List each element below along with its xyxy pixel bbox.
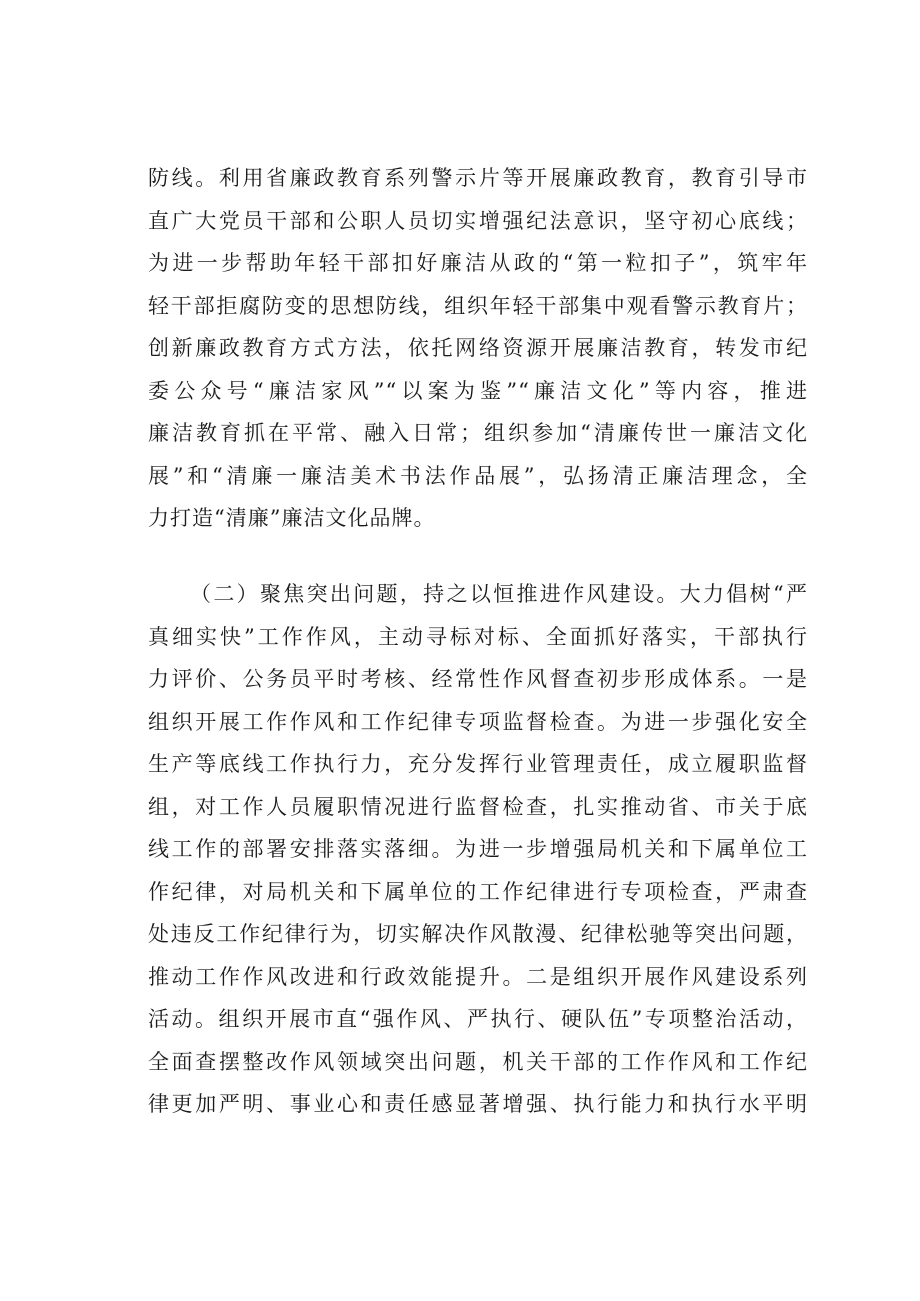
- text-line: 直广大党员干部和公职人员切实增强纪法意识，坚守初心底线；: [148, 208, 808, 233]
- text-line: 作纪律，对局机关和下属单位的工作纪律进行专项检查，严肃查: [148, 879, 808, 904]
- text-line: 生产等底线工作执行力，充分发挥行业管理责任，成立履职监督: [148, 752, 808, 776]
- text-line: 真细实快”工作作风，主动寻标对标、全面抓好落实，干部执行: [148, 624, 808, 649]
- text-line: 活动。组织开展市直“强作风、严执行、硬队伍”专项整治活动，: [148, 1007, 808, 1031]
- text-line: 全面查摆整改作风领域突出问题，机关干部的工作作风和工作纪: [148, 1049, 808, 1074]
- text-line: 线工作的部署安排落实落细。为进一步增强局机关和下属单位工: [148, 837, 808, 861]
- text-line: 力评价、公务员平时考核、经常性作风督查初步形成体系。一是: [148, 667, 808, 691]
- paragraph-work-style: [148, 573, 808, 1126]
- text-line: 委公众号“廉洁家风”“以案为鉴”“廉洁文化”等内容，推进: [148, 378, 808, 403]
- text-line: 组，对工作人员履职情况进行监督检查，扎实推动省、市关于底: [148, 794, 808, 819]
- text-line: 推动工作作风改进和行政效能提升。二是组织开展作风建设系列: [148, 964, 808, 989]
- text-line: 律更加严明、事业心和责任感显著增强、执行能力和执行水平明: [148, 1092, 808, 1116]
- text-line: 展”和“清廉一廉洁美术书法作品展”，弘扬清正廉洁理念，全: [148, 463, 808, 488]
- text-line: 廉洁教育抓在平常、融入日常；组织参加“清廉传世一廉洁文化: [148, 421, 808, 445]
- text-line: 防线。利用省廉政教育系列警示片等开展廉政教育，教育引导市: [148, 166, 808, 190]
- text-line: 轻干部拒腐防变的思想防线，组织年轻干部集中观看警示教育片；: [148, 293, 808, 318]
- section-heading-line: （二）聚焦突出问题，持之以恒推进作风建设。大力倡树“严: [190, 582, 808, 606]
- text-line: 组织开展工作作风和工作纪律专项监督检查。为进一步强化安全: [148, 709, 808, 734]
- text-line: 处违反工作纪律行为，切实解决作风散漫、纪律松驰等突出问题，: [148, 922, 808, 946]
- text-line: 为进一步帮助年轻干部扣好廉洁从政的“第一粒扣子”，筑牢年: [148, 251, 808, 275]
- paragraph-integrity-education: [148, 157, 808, 540]
- text-line: 力打造“清廉”廉洁文化品牌。: [148, 506, 436, 530]
- text-line: 创新廉政教育方式方法，依托网络资源开展廉洁教育，转发市纪: [148, 336, 808, 360]
